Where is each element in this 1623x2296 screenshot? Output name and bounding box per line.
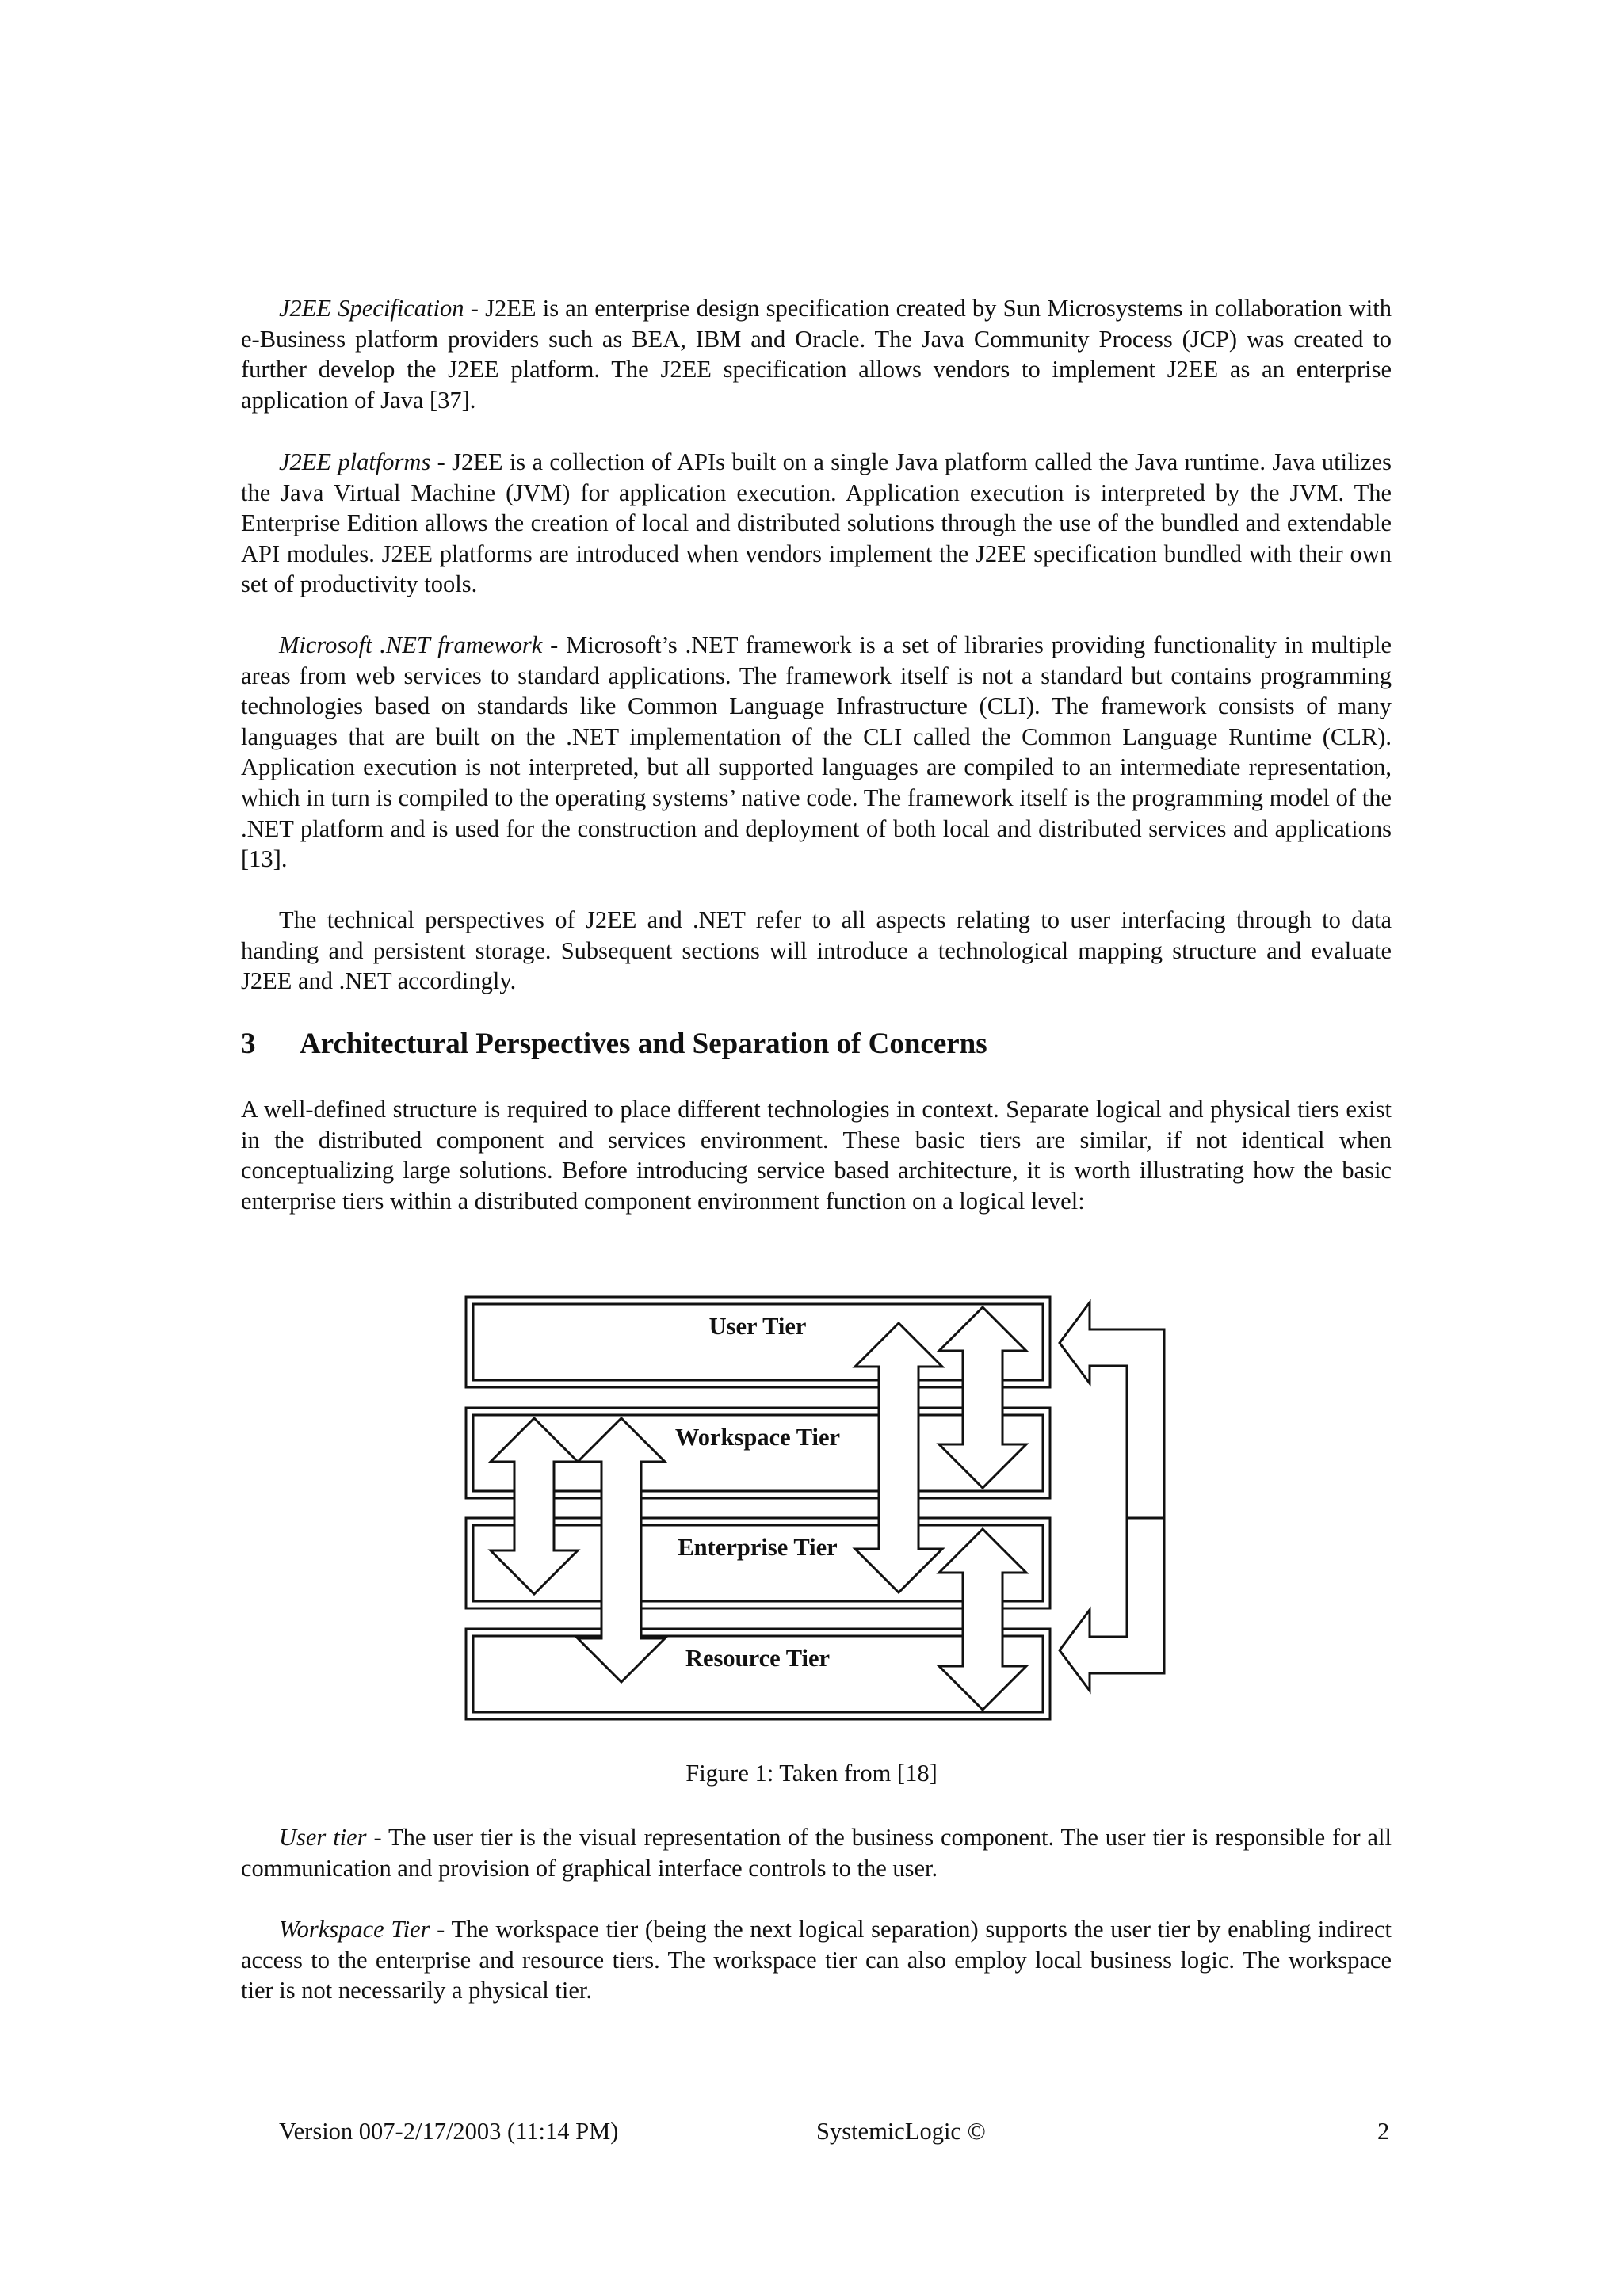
paragraph-body: A well-defined structure is required to place different technologies in context. Separate logical and physical tiers exist in the distributed component and services environment. These basic tiers are similar, if not identical when conceptualizing large solutions. Before introducing service based architecture, it is worth illustrating how the basic enterprise tiers within a distributed component environment function on a logical level:	[241, 1096, 1392, 1215]
tier-label-enterprise: Enterprise Tier	[678, 1534, 838, 1561]
paragraph-lead: J2EE platforms	[279, 448, 431, 475]
paragraph-lead: User tier	[279, 1824, 367, 1851]
paragraph-body: - The user tier is the visual representation of the business component. The user tier is responsible for all communication and provision of graphical interface controls to the user.	[241, 1824, 1392, 1882]
paragraph-lead: Microsoft .NET framework	[279, 631, 543, 658]
paragraph-body: - Microsoft’s .NET framework is a set of libraries providing functionality in multiple areas from web services to standard applications. The framework itself is not a standard but contains programming technologies based on standards like Common Language Infrastructure (CLI). The framework consists of many languages that are built on the .NET implementation of the CLI called the Common Language Runtime (CLR). Application execution is not interpreted, but all supported languages are compiled to an intermediate representation, which in turn is compiled to the operating systems’ native code. The framework itself is the programming model of the .NET platform and is used for the construction and deployment of both local and distributed services and applications [13].	[241, 631, 1392, 873]
footer-version: Version 007-2/17/2003 (11:14 PM)	[279, 2118, 619, 2145]
paragraph-lead: Workspace Tier	[279, 1916, 430, 1943]
right-bracket-upper-arrow	[1060, 1302, 1164, 1526]
tier-label-resource: Resource Tier	[685, 1645, 831, 1672]
paragraph-lead: J2EE Specification	[279, 295, 464, 322]
tier-label-workspace: Workspace Tier	[674, 1424, 841, 1451]
paragraph-workspace-tier	[241, 1914, 1392, 2006]
figure-caption: Figure 1: Taken from [18]	[685, 1760, 938, 1787]
footer-company: SystemicLogic ©	[816, 2118, 986, 2145]
paragraph-body: The technical perspectives of J2EE and .NET refer to all aspects relating to user interfacing through to data handing and persistent storage. Subsequent sections will introduce a technological mapping structure and evaluate J2EE and .NET accordingly.	[241, 906, 1392, 995]
paragraph-body: - The workspace tier (being the next logical separation) supports the user tier by enabling indirect access to the enterprise and resource tiers. The workspace tier can also employ local business logic. The workspace tier is not necessarily a physical tier.	[241, 1916, 1392, 2004]
tier-label-user: User Tier	[708, 1313, 807, 1340]
paragraph-user-tier	[241, 1822, 1392, 1883]
right-bracket-lower-arrow	[1060, 1518, 1164, 1691]
footer-page-number: 2	[1377, 2118, 1390, 2145]
paragraph-body: - J2EE is a collection of APIs built on a single Java platform called the Java runtime. Java utilizes the Java Virtual Machine (JVM) for application execution. Application execution is interpreted by the JVM. The Enterprise Edition allows the creation of local and distributed solutions through the use of the bundled and extendable API modules. J2EE platforms are introduced when vendors implement the J2EE specification bundled with their own set of productivity tools.	[241, 448, 1392, 598]
section-title: Architectural Perspectives and Separation of Concerns	[300, 1028, 987, 1060]
paragraph-body: - J2EE is an enterprise design specification created by Sun Microsystems in collaboration with e-Business platform providers such as BEA, IBM and Oracle. The Java Community Process (JCP) was created to further develop the J2EE platform. The J2EE specification allows vendors to implement J2EE as an enterprise application of Java [37].	[241, 295, 1392, 414]
section-number: 3	[241, 1028, 256, 1060]
